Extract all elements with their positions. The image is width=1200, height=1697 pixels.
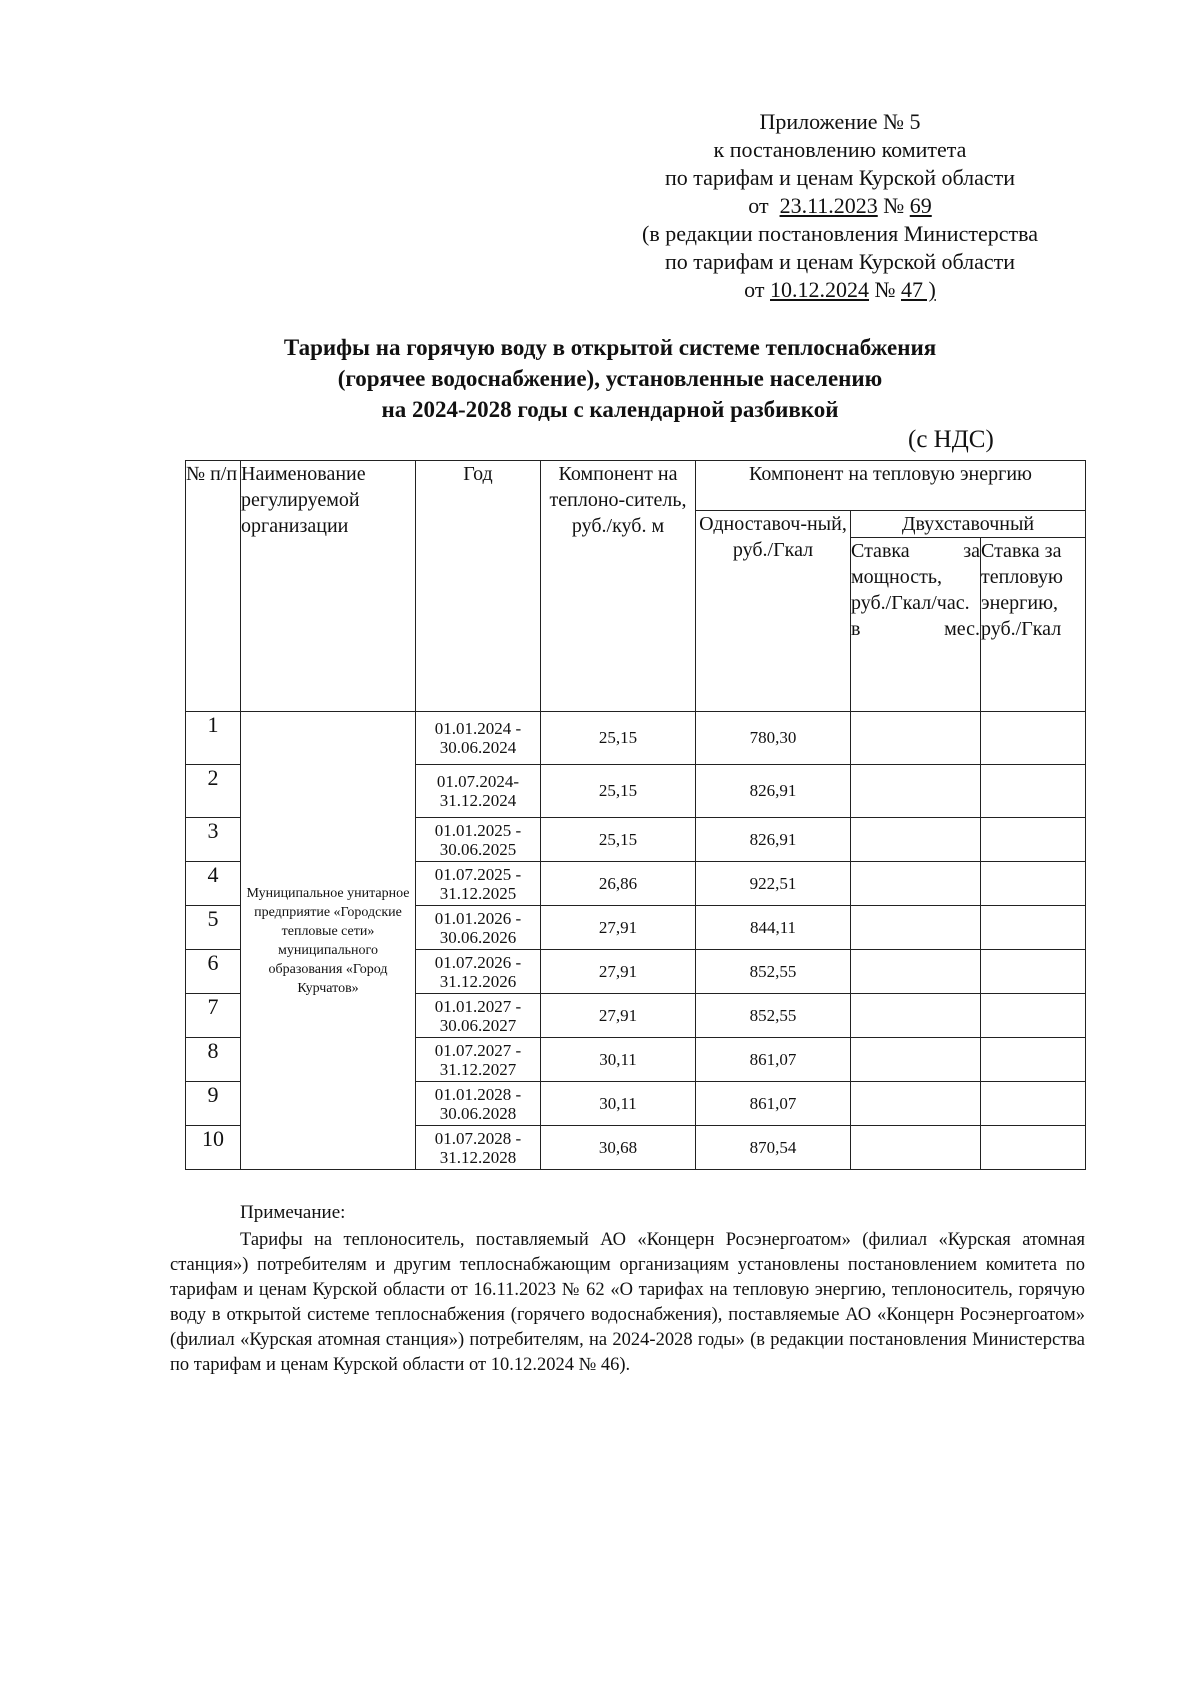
row-capacity-rate <box>851 906 981 950</box>
row-num: 1 <box>186 712 241 765</box>
header-year: Год <box>416 461 541 712</box>
row-period: 01.01.2025 - 30.06.2025 <box>416 818 541 862</box>
row-num: 4 <box>186 862 241 906</box>
row-capacity-rate <box>851 1126 981 1170</box>
row-energy-rate <box>981 1126 1086 1170</box>
row-capacity-rate <box>851 1038 981 1082</box>
row-carrier: 30,11 <box>541 1038 696 1082</box>
row-capacity-rate <box>851 862 981 906</box>
row-period: 01.01.2028 - 30.06.2028 <box>416 1082 541 1126</box>
row-period: 01.01.2024 - 30.06.2024 <box>416 712 541 765</box>
row-energy-rate <box>981 1038 1086 1082</box>
row-energy-rate <box>981 765 1086 818</box>
row-capacity-rate <box>851 1082 981 1126</box>
row-num: 10 <box>186 1126 241 1170</box>
revision-date-line: от 10.12.2024 № 47 ) <box>744 277 936 302</box>
vat-note: (с НДС) <box>908 426 994 453</box>
row-carrier: 30,11 <box>541 1082 696 1126</box>
row-period: 01.01.2027 - 30.06.2027 <box>416 994 541 1038</box>
row-carrier: 25,15 <box>541 765 696 818</box>
row-single-rate: 861,07 <box>696 1082 851 1126</box>
organization-name: Муниципальное унитарное предприятие «Городские тепловые сети» муниципального образования «Город Курчатов» <box>241 712 416 1170</box>
appendix-date-line: от 23.11.2023 № 69 <box>748 193 932 218</box>
row-num: 2 <box>186 765 241 818</box>
row-num: 6 <box>186 950 241 994</box>
row-period: 01.07.2026 - 31.12.2026 <box>416 950 541 994</box>
original-resolution-date: 23.11.2023 <box>779 193 878 218</box>
row-period: 01.01.2026 - 30.06.2026 <box>416 906 541 950</box>
row-single-rate: 844,11 <box>696 906 851 950</box>
row-single-rate: 861,07 <box>696 1038 851 1082</box>
row-carrier: 30,68 <box>541 1126 696 1170</box>
row-period: 01.07.2027 - 31.12.2027 <box>416 1038 541 1082</box>
row-num: 3 <box>186 818 241 862</box>
appendix-committee: по тарифам и ценам Курской области <box>664 165 1016 190</box>
note-heading: Примечание: <box>240 1202 346 1223</box>
header-num: № п/п <box>186 461 241 712</box>
note-text: Тарифы на теплоноситель, поставляемый АО «Концерн Росэнергоатом» (филиал «Курская атомная станция») потребителям и другим теплоснабжающим организациям установлены постановлением комитета по тарифам и ценам Курской области от 16.11.2023 № 62 «О тарифах на тепловую энергию, теплоноситель, горячую воду в открытой системе теплоснабжения (горячего водоснабжения), поставляемые АО «Концерн Росэнергоатом» (филиал «Курская атомная станция») потребителям, на 2024-2028 годы» (в редакции постановления Министерства по тарифам и ценам Курской области от 10.12.2024 № 46). <box>170 1230 1085 1375</box>
appendix-ministry: по тарифам и ценам Курской области <box>664 249 1016 274</box>
row-single-rate: 852,55 <box>696 950 851 994</box>
row-num: 9 <box>186 1082 241 1126</box>
row-energy-rate <box>981 994 1086 1038</box>
row-num: 7 <box>186 994 241 1038</box>
revision-date: 10.12.2024 <box>770 277 869 302</box>
row-energy-rate <box>981 862 1086 906</box>
row-num: 8 <box>186 1038 241 1082</box>
revision-number: 47 ) <box>901 277 936 302</box>
row-carrier: 25,15 <box>541 818 696 862</box>
row-capacity-rate <box>851 818 981 862</box>
appendix-block <box>580 108 1100 304</box>
row-capacity-rate <box>851 765 981 818</box>
row-energy-rate <box>981 712 1086 765</box>
tariff-table <box>185 460 1086 1170</box>
row-capacity-rate <box>851 950 981 994</box>
row-single-rate: 870,54 <box>696 1126 851 1170</box>
row-single-rate: 780,30 <box>696 712 851 765</box>
document-title: Тарифы на горячую воду в открытой системе теплоснабжения (горячее водоснабжение), установленные населению на 2024-2028 годы с календарной разбивкой <box>283 335 937 422</box>
row-energy-rate <box>981 950 1086 994</box>
header-single-rate: Одноставоч-ный, руб./Гкал <box>696 511 851 712</box>
header-carrier-component: Компонент на теплоно-ситель, руб./куб. м <box>541 461 696 712</box>
row-single-rate: 852,55 <box>696 994 851 1038</box>
row-single-rate: 826,91 <box>696 765 851 818</box>
row-energy-rate <box>981 906 1086 950</box>
row-energy-rate <box>981 818 1086 862</box>
row-carrier: 27,91 <box>541 950 696 994</box>
row-period: 01.07.2025 - 31.12.2025 <box>416 862 541 906</box>
header-organization: Наименование регулируемой организации <box>241 461 416 712</box>
header-capacity-rate: Ставка за мощность, руб./Гкал/час. в мес. <box>851 538 981 712</box>
row-carrier: 25,15 <box>541 712 696 765</box>
original-resolution-number: 69 <box>909 193 932 218</box>
row-carrier: 27,91 <box>541 994 696 1038</box>
row-capacity-rate <box>851 994 981 1038</box>
row-carrier: 27,91 <box>541 906 696 950</box>
row-carrier: 26,86 <box>541 862 696 906</box>
appendix-revision: (в редакции постановления Министерства <box>642 221 1038 246</box>
header-energy-rate: Ставка за тепловую энергию, руб./Гкал <box>981 538 1086 712</box>
appendix-reference: к постановлению комитета <box>713 137 967 162</box>
appendix-number: Приложение № 5 <box>759 109 921 134</box>
row-num: 5 <box>186 906 241 950</box>
row-period: 01.07.2028 - 31.12.2028 <box>416 1126 541 1170</box>
header-energy-component: Компонент на тепловую энергию <box>696 461 1086 511</box>
row-capacity-rate <box>851 712 981 765</box>
row-single-rate: 922,51 <box>696 862 851 906</box>
row-single-rate: 826,91 <box>696 818 851 862</box>
header-two-rate: Двухставочный <box>851 511 1086 538</box>
row-period: 01.07.2024- 31.12.2024 <box>416 765 541 818</box>
row-energy-rate <box>981 1082 1086 1126</box>
